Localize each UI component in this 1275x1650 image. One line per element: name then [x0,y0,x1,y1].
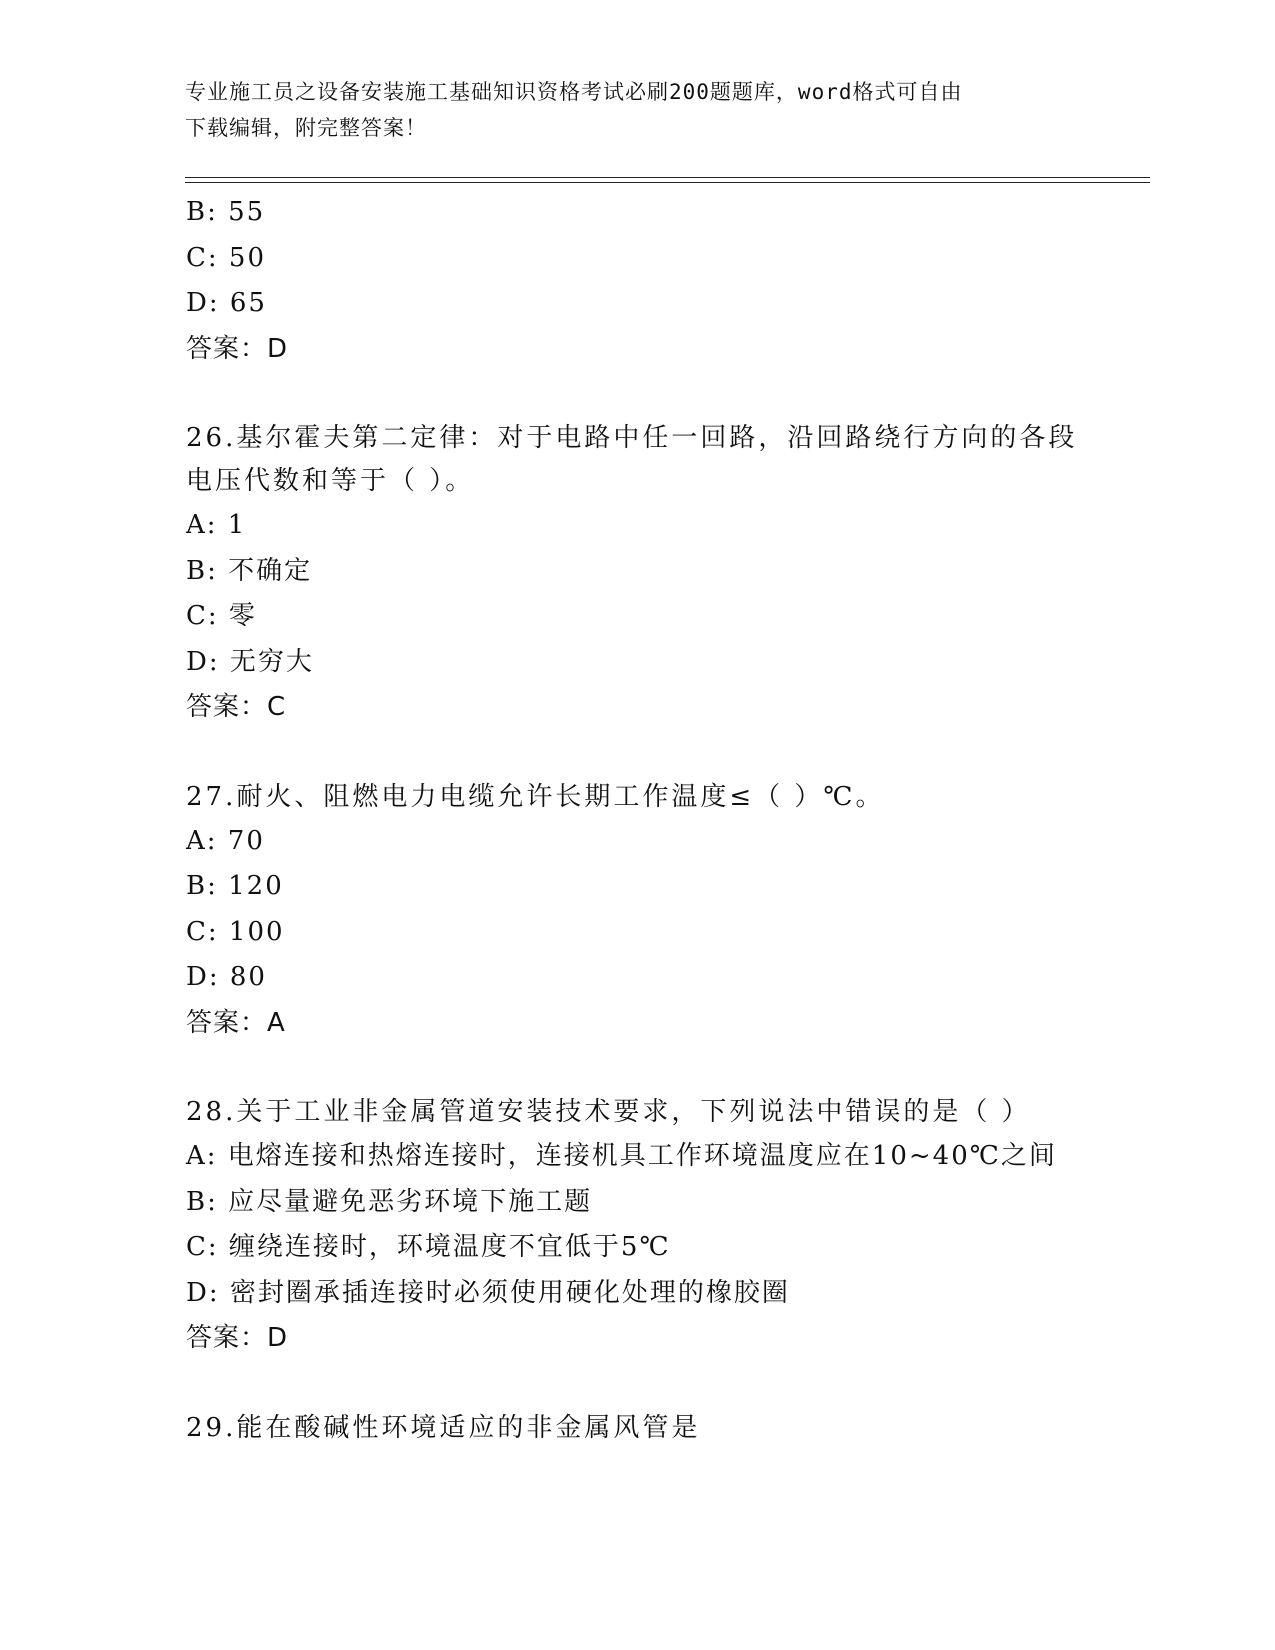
question-text-line-1: 26.基尔霍夫第二定律：对于电路中任一回路，沿回路绕行方向的各段 [186,423,1078,453]
option-a: A: 70 [186,825,265,856]
answer-line: 答案：C [186,692,287,722]
header-rule-top [185,177,1150,178]
option-d: D: 无穷大 [186,646,314,677]
question-text: 28.关于工业非金属管道安装技术要求，下列说法中错误的是（ ） [186,1097,1031,1127]
option-c: C: 50 [186,242,267,273]
question-text: 27.耐火、阻燃电力电缆允许长期工作温度≤（ ）℃。 [186,781,885,812]
question-text: 29.能在酸碱性环境适应的非金属风管是 [186,1412,701,1443]
option-c: C: 100 [186,916,285,947]
answer-line: 答案：A [186,1007,286,1038]
header-line-2: 下载编辑，附完整答案！ [185,116,427,140]
option-b: B: 55 [186,197,266,227]
spacer [186,1046,1146,1091]
question-26 [186,417,1146,731]
question-27 [186,776,1146,1047]
question-text-line-2: 电压代数和等于（ ）。 [186,466,475,496]
option-b: B: 应尽量避免恶劣环境下施工题 [186,1186,593,1217]
option-b: B: 120 [186,871,284,901]
question-25 [186,190,1146,372]
spacer [186,1362,1146,1407]
option-d: D: 密封圈承插连接时必须使用硬化处理的橡胶圈 [186,1277,790,1308]
option-c: C: 缠绕连接时，环境温度不宜低于5℃ [186,1232,671,1262]
answer-line: 答案：D [186,1323,289,1353]
header-line-1: 专业施工员之设备安装施工基础知识资格考试必刷200题题库，word格式可自由 [185,80,963,104]
option-d: D: 80 [186,962,267,992]
option-c: C: 零 [186,601,257,631]
question-28 [186,1091,1146,1362]
spacer [186,731,1146,776]
header-rule-bottom [185,182,1150,183]
option-d: D: 65 [186,288,267,318]
question-29 [186,1407,1146,1450]
question-list [186,190,1146,1450]
option-a: A: 电熔连接和热熔连接时，连接机具工作环境温度应在10~40℃之间 [186,1141,1057,1171]
option-b: B: 不确定 [186,555,313,586]
spacer [186,372,1146,417]
document-header [185,74,1065,146]
option-a: A: 1 [186,510,247,540]
answer-line: 答案：D [186,333,289,364]
